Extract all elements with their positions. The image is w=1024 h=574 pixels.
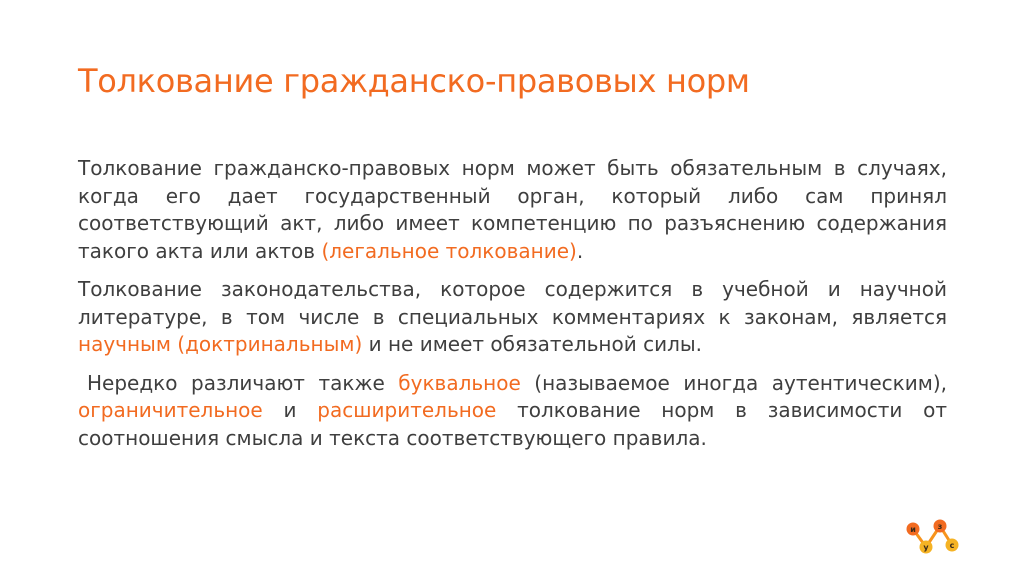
paragraph-end: .: [576, 238, 584, 263]
paragraph-text: Толкование законодательства, которое содержится в учебной и научной литературе, в том числе в специальных комментариях к законам, является: [78, 277, 947, 329]
paragraph-middle: (называемое иногда аутентическим),: [520, 370, 947, 395]
paragraph-middle: и: [262, 398, 318, 422]
highlight-legal-interpretation: (легальное толкование): [321, 238, 577, 263]
logo-letter: з: [937, 522, 943, 531]
logo-letter: с: [949, 541, 955, 550]
paragraph-start: Нередко различают также: [87, 370, 399, 395]
slide-title: Толкование гражданско-правовых норм: [78, 62, 750, 100]
paragraph-legal-interpretation: [78, 155, 947, 265]
paragraph-end: толкование норм в зависимости от соотношения смысла и текста соответствующего правила.: [78, 398, 947, 450]
logo-letter: у: [923, 543, 929, 552]
paragraph-interpretation-types: [78, 370, 947, 453]
paragraph-text: Толкование гражданско-правовых норм может быть обязательным в случаях, когда его дает государственный орган, который либо сам принял соответствующий акт, либо имеет компетенцию по разъяснению содержания такого акта или актов: [78, 156, 947, 263]
slide-body: [78, 155, 947, 463]
highlight-extensive: расширительное: [317, 398, 497, 422]
highlight-literal: буквальное: [398, 370, 521, 395]
logo-letter: и: [910, 525, 916, 534]
paragraph-doctrinal-interpretation: [78, 276, 947, 359]
highlight-doctrinal-interpretation: научным (доктринальным): [78, 332, 363, 356]
molecule-logo-icon: [902, 517, 962, 557]
paragraph-end: и не имеет обязательной силы.: [362, 332, 703, 356]
highlight-restrictive: ограничительное: [78, 398, 263, 422]
